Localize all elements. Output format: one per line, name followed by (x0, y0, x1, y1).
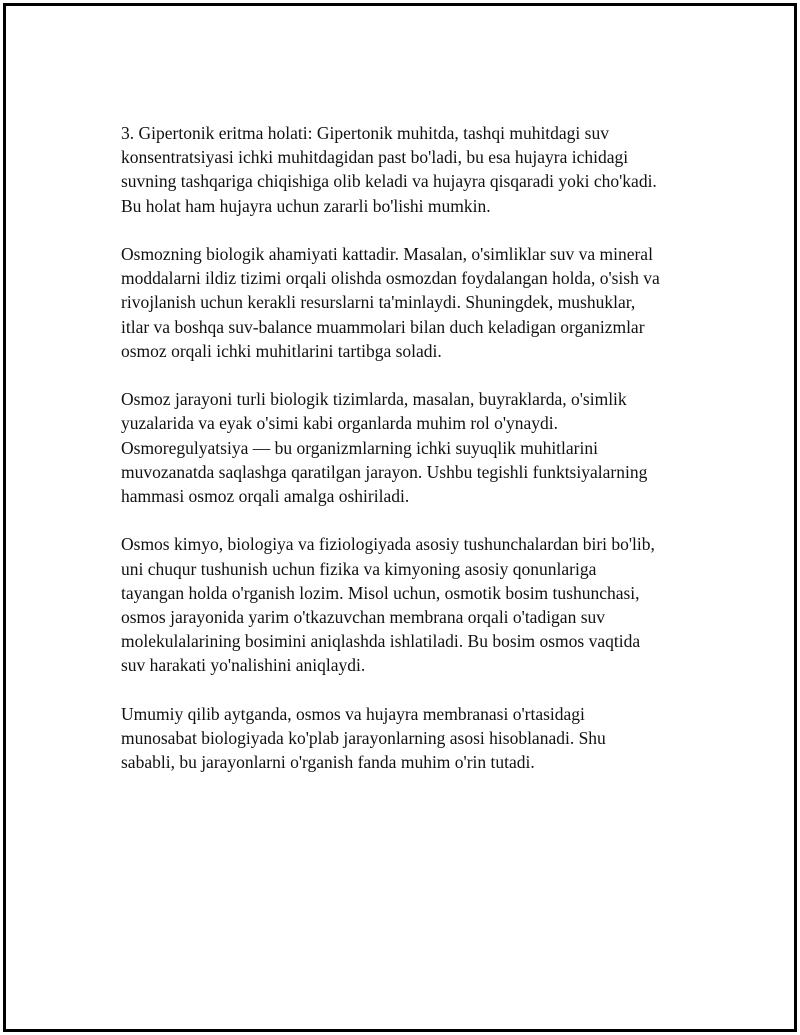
document-body (121, 121, 711, 799)
paragraph-osmoregulation: Osmoz jarayoni turli biologik tizimlarda, masalan, buyraklarda, o'simlik yuzalarida va eyak o'simi kabi organlarda muhim rol o'ynaydi. Osmoregulyatsiya — bu organizmlarning ichki suyuqlik muhitlarini muvozanatda saqlashga qaratilgan jarayon. Ushbu tegishli funktsiyalarning hammasi osmoz orqali amalga oshiriladi. (121, 389, 648, 507)
paragraph-hypertonic-state: 3. Gipertonik eritma holati: Gipertonik muhitda, tashqi muhitdagi suv konsentratsiyasi ichki muhitdagidan past bo'ladi, bu esa hujayra ichidagi suvning tashqariga chiqishiga olib keladi va hujayra qisqaradi yoki cho'kadi. Bu holat ham hujayra uchun zararli bo'lishi mumkin. (121, 123, 657, 216)
paragraph-conclusion: Umumiy qilib aytganda, osmos va hujayra membranasi o'rtasidagi munosabat biologiyada ko'plab jarayonlarning asosi hisoblanadi. Shu sababli, bu jarayonlarni o'rganish fanda muhim o'rin tutadi. (121, 703, 606, 773)
paragraph-osmotic-pressure: Osmos kimyo, biologiya va fiziologiyada asosiy tushunchalardan biri bo'lib, uni chuqur tushunish uchun fizika va kimyoning asosiy qonunlariga tayangan holda o'rganish lozim. Misol uchun, osmotik bosim tushunchasi, osmos jarayonida yarim o'tkazuvchan membrana orqali o'tadigan suv molekulalarining bosimini aniqlashda ishlatiladi. Bu bosim osmos vaqtida suv harakati yo'nalishini aniqlaydi. (121, 534, 655, 676)
paragraph-biological-importance: Osmozning biologik ahamiyati kattadir. Masalan, o'simliklar suv va mineral moddalarni ildiz tizimi orqali olishda osmozdan foydalangan holda, o'sish va rivojlanish uchun kerakli resurslarni ta'minlaydi. Shuningdek, mushuklar, itlar va boshqa suv-balance muammolari bilan duch keladigan organizmlar osmoz orqali ichki muhitlarini tartibga soladi. (121, 244, 660, 361)
page-frame (3, 3, 797, 1032)
